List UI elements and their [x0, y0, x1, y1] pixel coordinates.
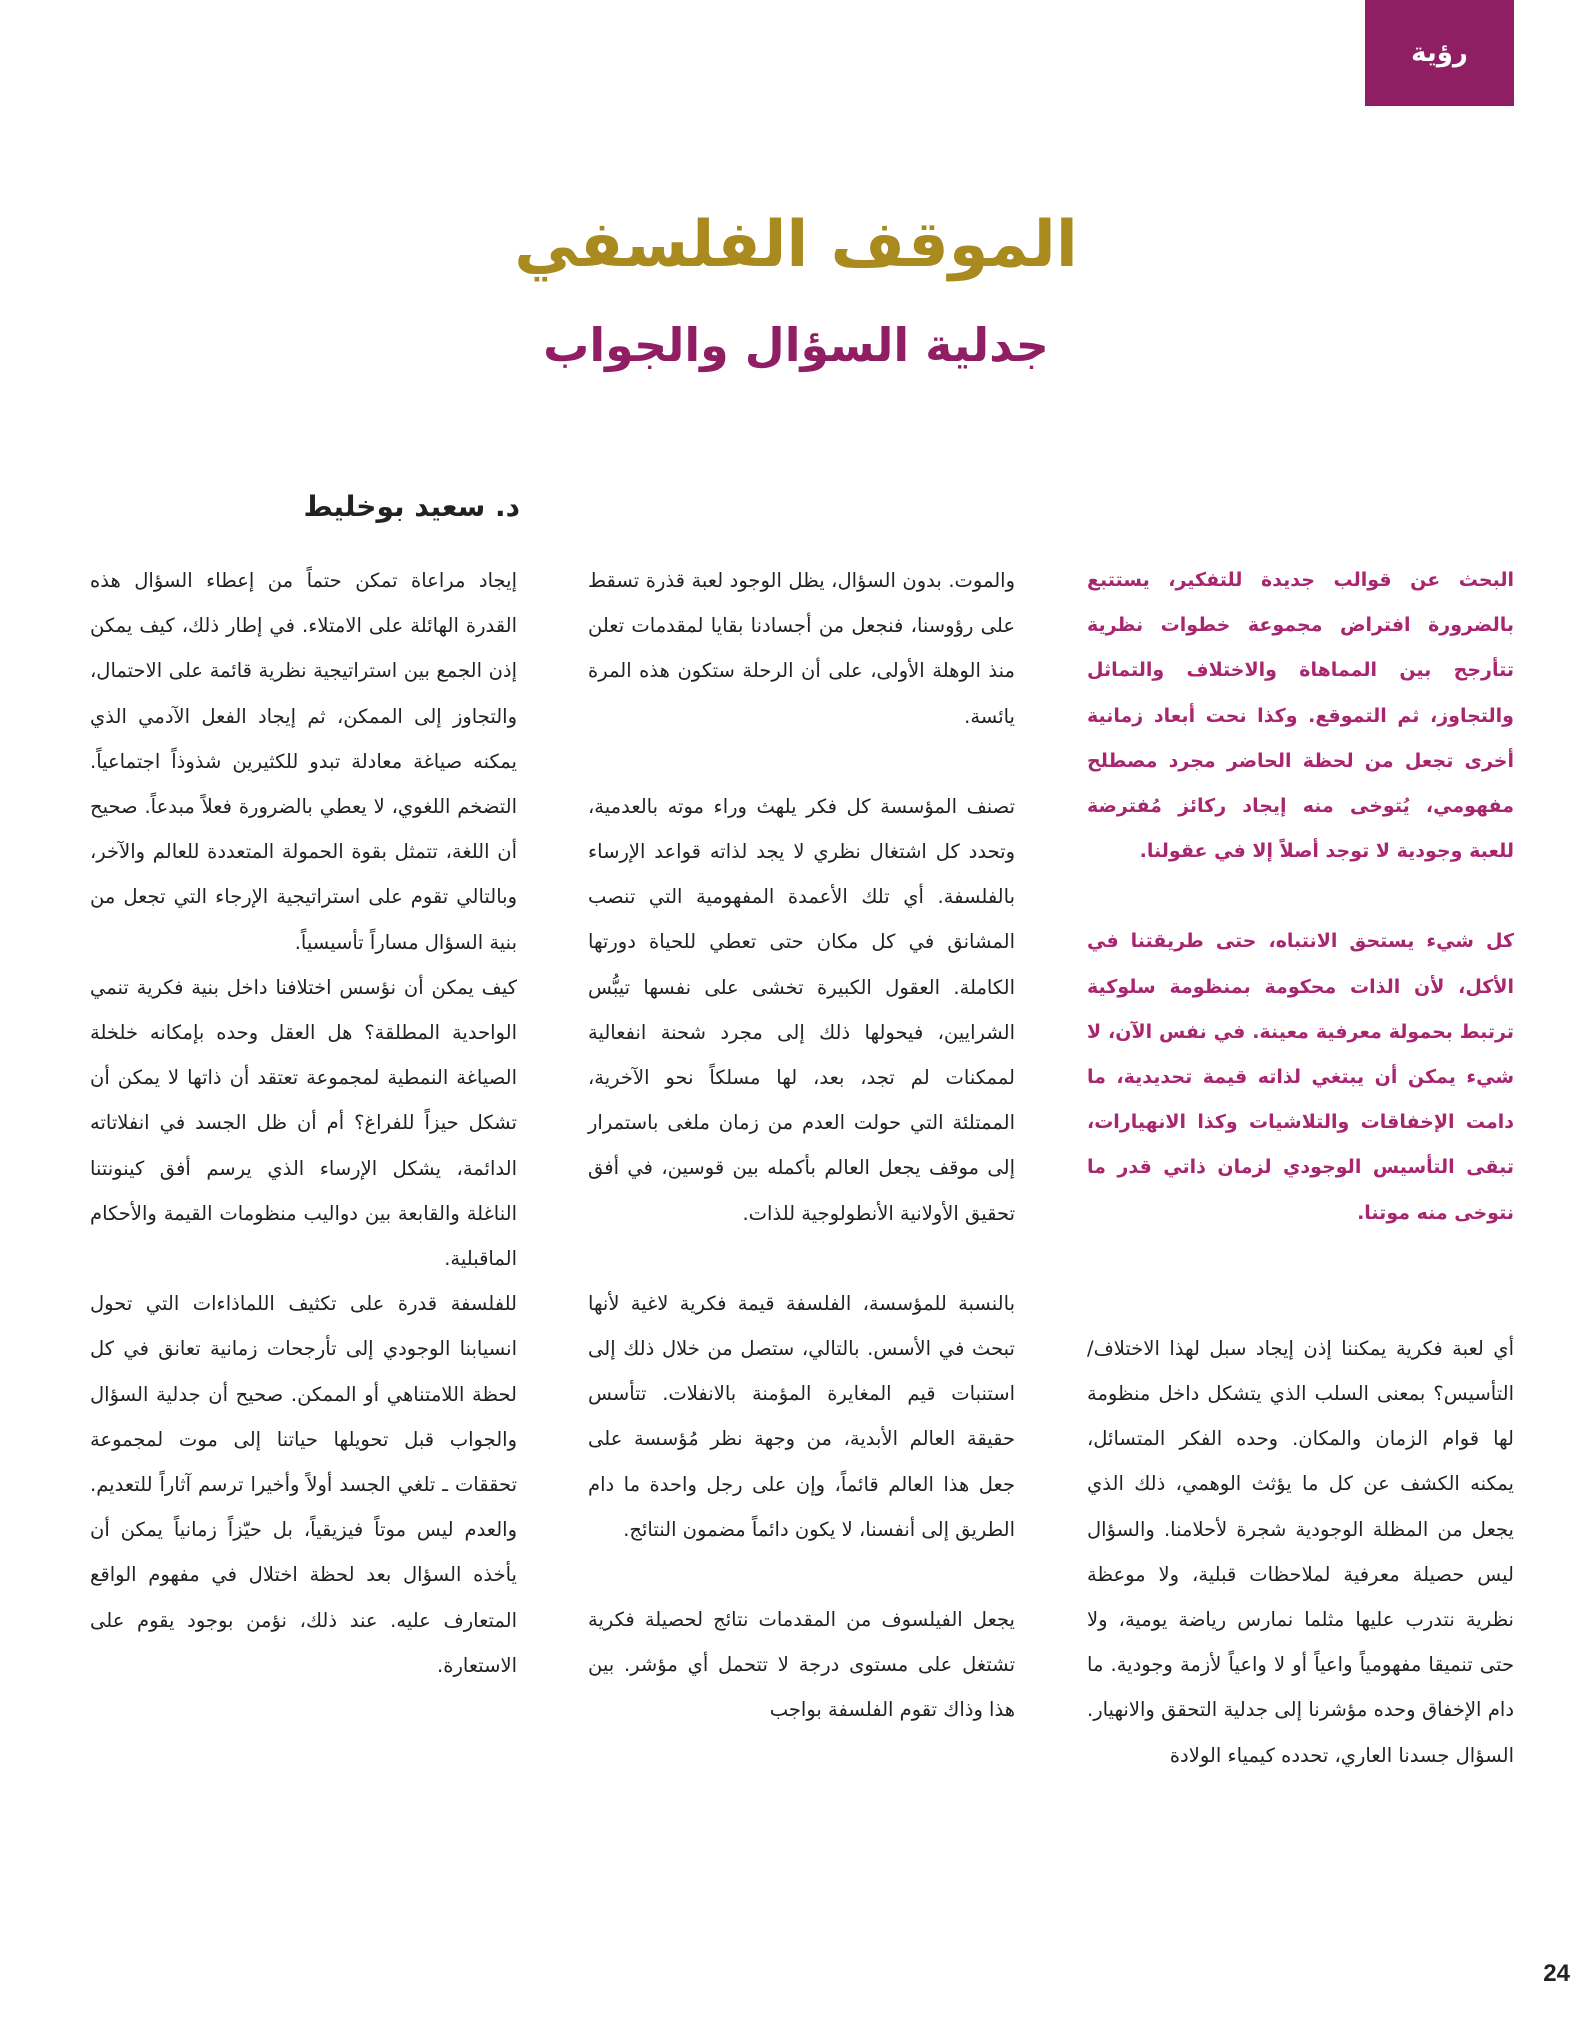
section-label: رؤية [1411, 38, 1468, 68]
paragraph-spacer [588, 739, 1015, 784]
body-paragraph: إيجاد مراعاة تمكن حتماً من إعطاء السؤال هذه القدرة الهائلة على الامتلاء. في إطار ذلك، كيف يمكن إذن الجمع بين استراتيجية نظرية قائمة على الاحتمال، والتجاوز إلى الممكن، ثم إيجاد الفعل الآدمي الذي يمكنه صياغة معادلة تبدو للكثيرين شذوذاً اجتماعياً. التضخم اللغوي، لا يعطي بالضرورة فعلاً مبدعاً. صحيح أن اللغة، تتمثل بقوة الحمولة المتعددة للعالم والآخر، وبالتالي تقوم على استراتيجية الإرجاء التي تجعل من بنية السؤال مساراً تأسيسياً. [90, 569, 517, 954]
article-subtitle: جدلية السؤال والجواب [543, 318, 1049, 372]
paragraph-spacer [588, 1236, 1015, 1281]
body-paragraph: تصنف المؤسسة كل فكر يلهث وراء موته بالعدمية، وتحدد كل اشتغال نظري لا يجد لذاته قواعد الإرساء بالفلسفة. أي تلك الأعمدة المفهومية التي تنصب المشانق في كل مكان حتى تعطي للحياة دورتها الكاملة. العقول الكبيرة تخشى على نفسها تيبُّس الشرايين، فيحولها ذلك إلى مجرد شحنة انفعالية لممكنات لم تجد، بعد، لها مسلكاً نحو الآخرية، الممتلئة التي حولت العدم من زمان ملغى باستمرار إلى موقف يجعل العالم بأكمله بين قوسين، في أفق تحقيق الأولانية الأنطولوجية للذات. [588, 794, 1015, 1225]
column-middle [588, 558, 1015, 1733]
page-number: 24 [1543, 1960, 1570, 1987]
article-title: الموقف الفلسفي [514, 208, 1078, 282]
column-left [90, 558, 517, 1688]
body-paragraph: للفلسفة قدرة على تكثيف اللماذاءات التي تحول انسيابنا الوجودي إلى تأرجحات زمانية تعانق في كل لحظة اللامتناهي أو الممكن. صحيح أن جدلية السؤال والجواب قبل تحويلها حياتنا إلى موت لمجموعة تحققات ـ تلغي الجسد أولاً وأخيرا ترسم آثاراً للتعديم. والعدم ليس موتاً فيزيقياً، بل حيّزاً زمانياً يمكن أن يأخذه السؤال بعد لحظة اختلال في مفهوم الواقع المتعارف عليه. عند ذلك، نؤمن بوجود يقوم على الاستعارة. [90, 1292, 517, 1677]
paragraph-spacer [1087, 874, 1514, 919]
highlight-paragraph: كل شيء يستحق الانتباه، حتى طريقتنا في الأكل، لأن الذات محكومة بمنظومة سلوكية ترتبط بحمولة معرفية معينة. في نفس الآن، لا شيء يمكن أن يبتغي لذاته قيمة تحديدية، ما دامت الإخفاقات والتلاشيات وكذا الانهيارات، تبقى التأسيس الوجودي لزمان ذاتي قدر ما نتوخى منه موتنا. [1087, 930, 1514, 1224]
body-paragraph: والموت. بدون السؤال، يظل الوجود لعبة قذرة تسقط على رؤوسنا، فنجعل من أجسادنا بقايا لمقدمات تعلن منذ الوهلة الأولى، على أن الرحلة ستكون هذه المرة يائسة. [588, 569, 1015, 728]
column-right [1087, 558, 1514, 1778]
highlight-paragraph: البحث عن قوالب جديدة للتفكير، يستتبع بالضرورة افتراض مجموعة خطوات نظرية تتأرجح بين المماهاة والاختلاف والتماثل والتجاوز، ثم التموقع. وكذا نحت أبعاد زمانية أخرى تجعل من لحظة الحاضر مجرد مصطلح مفهومي، يُتوخى منه إيجاد ركائز مُفترضة للعبة وجودية لا توجد أصلاً إلا في عقولنا. [1087, 569, 1514, 863]
author-name: د. سعيد بوخليط [303, 490, 520, 523]
paragraph-spacer [588, 1552, 1015, 1597]
paragraph-spacer [1087, 1236, 1514, 1326]
body-paragraph: يجعل الفيلسوف من المقدمات نتائج لحصيلة فكرية تشتغل على مستوى درجة لا تتحمل أي مؤشر. بين هذا وذاك تقوم الفلسفة بواجب [588, 1608, 1015, 1722]
section-tab [1365, 0, 1514, 106]
body-paragraph: بالنسبة للمؤسسة، الفلسفة قيمة فكرية لاغية لأنها تبحث في الأسس. بالتالي، ستصل من خلال ذلك إلى استنبات قيم المغايرة المؤمنة بالانفلات. تتأسس حقيقة العالم الأبدية، من وجهة نظر مُؤسسة على جعل هذا العالم قائماً، وإن على رجل واحدة ما دام الطريق إلى أنفسنا، لا يكون دائماً مضمون النتائج. [588, 1291, 1015, 1541]
body-paragraph: كيف يمكن أن نؤسس اختلافنا داخل بنية فكرية تنمي الواحدية المطلقة؟ هل العقل وحده بإمكانه خلخلة الصياغة النمطية لمجموعة تعتقد أن ذاتها لا يمكن أن تشكل حيزاً للفراغ؟ أم أن ظل الجسد في انفلاتاته الدائمة، يشكل الإرساء الذي يرسم أفق كينونتنا الناغلة والقابعة بين دواليب منظومات القيمة والأحكام الماقبلية. [90, 975, 517, 1271]
body-paragraph: أي لعبة فكرية يمكننا إذن إيجاد سبل لهذا الاختلاف/التأسيس؟ بمعنى السلب الذي يتشكل داخل منظومة لها قوام الزمان والمكان. وحده الفكر المتسائل، يمكنه الكشف عن كل ما يؤثث الوهمي، ذلك الذي يجعل من المظلة الوجودية شجرة لأحلامنا. والسؤال ليس حصيلة معرفية لملاحظات قبلية، ولا موعظة نظرية نتدرب عليها مثلما نمارس رياضة يومية، ولا حتى تنميقا مفهومياً واعياً أو لا واعياً لأزمة وجودية. ما دام الإخفاق وحده مؤشرنا إلى جدلية التحقق والانهيار. السؤال جسدنا العاري، تحدده كيمياء الولادة [1087, 1336, 1514, 1767]
